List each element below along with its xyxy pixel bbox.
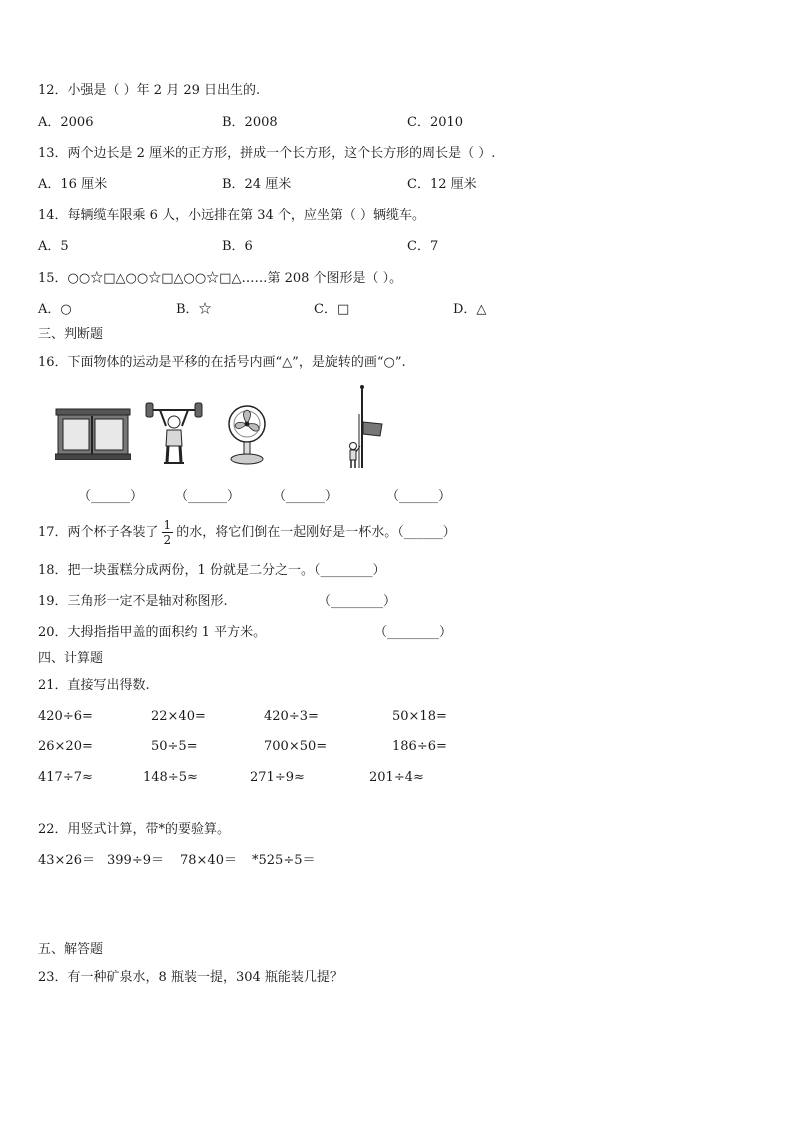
q14-stem: 14．每辆缆车限乘 6 人，小远排在第 34 个，应坐第（ ）辆缆车。 xyxy=(38,208,426,223)
q12-stem: 12．小强是（ ）年 2 月 29 日出生的. xyxy=(38,83,261,98)
q13-option-a: A．16 厘米 xyxy=(38,177,108,192)
q16-blank-window[interactable]: （______） xyxy=(78,489,144,504)
q21-r3-c2: 148÷5≈ xyxy=(143,770,198,785)
q18-stem: 18．把一块蛋糕分成两份，1 份就是二分之一。（________） xyxy=(38,563,386,578)
q19-blank[interactable]: （________） xyxy=(318,594,397,609)
q17-stem xyxy=(38,516,456,550)
q21-r1-c1: 420÷6= xyxy=(38,709,93,724)
q21-r2-c3: 700×50= xyxy=(264,739,328,754)
weightlifter-picture xyxy=(144,400,204,466)
q17-text-after: 的水，将它们倒在一起刚好是一杯水。（______） xyxy=(176,525,456,540)
q20-blank[interactable]: （________） xyxy=(374,625,453,640)
q21-r1-c3: 420÷3= xyxy=(264,709,319,724)
electric-fan-picture xyxy=(224,404,270,466)
q12-option-b: B．2008 xyxy=(222,115,278,130)
q15-option-a: A．○ xyxy=(38,302,72,317)
section-3-heading: 三、判断题 xyxy=(38,327,104,342)
q12-option-a: A．2006 xyxy=(38,115,94,130)
q17-fraction xyxy=(162,518,174,547)
q13-option-c: C．12 厘米 xyxy=(407,177,477,192)
q14-option-b: B．6 xyxy=(222,239,253,254)
q21-r1-c2: 22×40= xyxy=(151,709,206,724)
q21-r2-c1: 26×20= xyxy=(38,739,93,754)
q21-r3-c1: 417÷7≈ xyxy=(38,770,93,785)
q16-blank-fan[interactable]: （______） xyxy=(273,489,339,504)
q17-fraction-numerator: 1 xyxy=(163,518,172,532)
q21-r3-c4: 201÷4≈ xyxy=(369,770,424,785)
flag-raising-picture xyxy=(342,384,386,470)
q21-r3-c3: 271÷9≈ xyxy=(250,770,305,785)
q16-blank-flag[interactable]: （______） xyxy=(386,489,452,504)
q22-item-4: *525÷5＝ xyxy=(252,853,316,868)
q21-r1-c4: 50×18= xyxy=(392,709,447,724)
q17-fraction-denominator: 2 xyxy=(163,533,172,547)
q16-stem: 16．下面物体的运动是平移的在括号内画“△”，是旋转的画“○”. xyxy=(38,355,406,370)
q21-stem: 21．直接写出得数. xyxy=(38,678,150,693)
q20-stem: 20．大拇指指甲盖的面积约 1 平方米。 xyxy=(38,625,267,640)
q14-option-a: A．5 xyxy=(38,239,69,254)
window-picture xyxy=(55,408,131,460)
section-5-heading: 五、解答题 xyxy=(38,942,104,957)
q22-item-2: 399÷9＝ xyxy=(107,853,164,868)
q16-blank-weightlifter[interactable]: （______） xyxy=(175,489,241,504)
q15-option-b: B．☆ xyxy=(176,302,212,317)
q12-option-c: C．2010 xyxy=(407,115,464,130)
q22-item-3: 78×40＝ xyxy=(180,853,237,868)
q15-option-d: D．△ xyxy=(453,302,487,317)
q23-stem: 23．有一种矿泉水，8 瓶装一提，304 瓶能装几提？ xyxy=(38,970,343,985)
q19-stem: 19．三角形一定不是轴对称图形. xyxy=(38,594,228,609)
q13-option-b: B．24 厘米 xyxy=(222,177,292,192)
q14-option-c: C．7 xyxy=(407,239,439,254)
q15-stem: 15．○○☆□△○○☆□△○○☆□△……第 208 个图形是（ ）。 xyxy=(38,271,403,286)
q13-stem: 13．两个边长是 2 厘米的正方形，拼成一个长方形，这个长方形的周长是（ ）. xyxy=(38,146,496,161)
q21-r2-c2: 50÷5= xyxy=(151,739,198,754)
q21-r2-c4: 186÷6= xyxy=(392,739,447,754)
q17-text-before: 17．两个杯子各装了 xyxy=(38,525,159,540)
q22-item-1: 43×26＝ xyxy=(38,853,95,868)
q15-option-c: C．□ xyxy=(314,302,350,317)
section-4-heading: 四、计算题 xyxy=(38,651,104,666)
q22-stem: 22．用竖式计算，带*的要验算。 xyxy=(38,822,231,837)
